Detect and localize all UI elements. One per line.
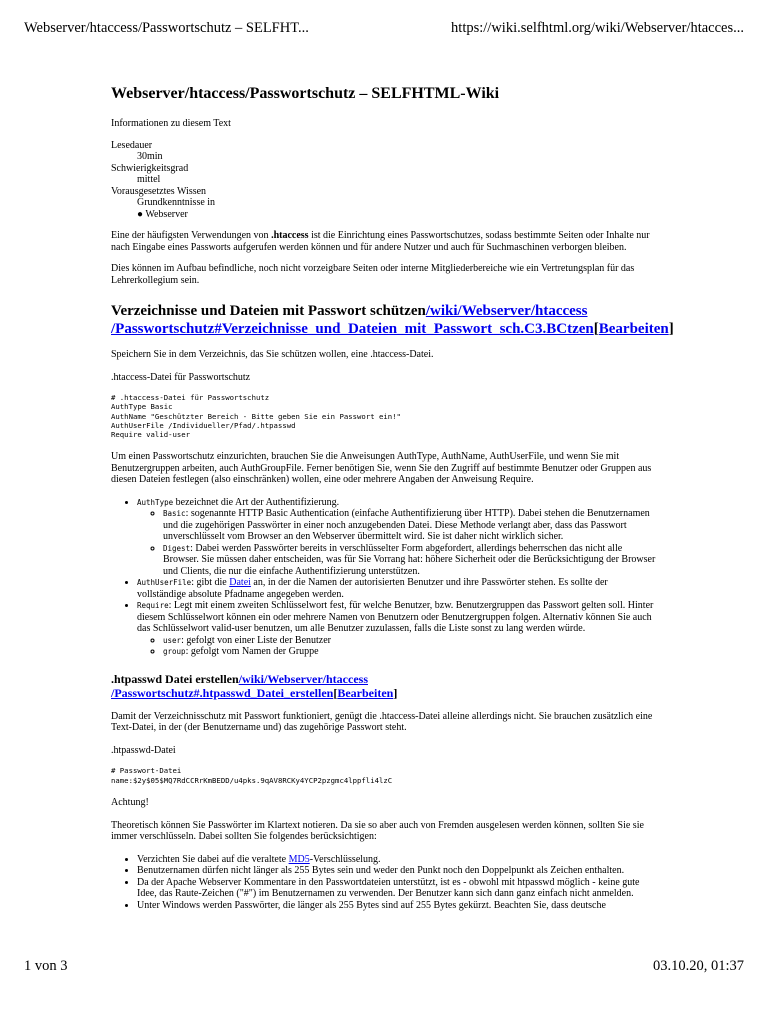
- vorausgesetzt-item: ● Webserver: [137, 208, 188, 220]
- vorausgesetzt-value: [137, 197, 656, 220]
- authuserfile-code: AuthUserFile: [137, 578, 192, 588]
- authtype-code: AuthType: [137, 497, 174, 507]
- info-box: [111, 140, 656, 221]
- section1-paragraph-1: Speichern Sie in dem Verzeichnis, das Sie schützen wollen, eine .htaccess-Datei.: [111, 349, 434, 360]
- section2-edit-open: [: [333, 686, 338, 701]
- print-footer: [24, 958, 744, 975]
- tip-item-usernames: • Benutzernamen dürfen nicht länger als 255 Bytes sein und weder den Punkt noch den Doppelpunkt als Zeichen enthalten.: [137, 865, 656, 877]
- print-header-url: https://wiki.selfhtml.org/wiki/Webserver/htacces...: [451, 20, 744, 36]
- section2-edit-close: ]: [393, 686, 398, 701]
- intro1-text-a: Eine der häufigsten Verwendungen von: [111, 230, 272, 241]
- info-heading: Informationen zu diesem Text: [111, 118, 231, 129]
- section2-code-caption: .htpasswd-Datei: [111, 744, 176, 756]
- section1-edit-open: [: [593, 321, 599, 337]
- page-number: 1 von 3: [24, 958, 68, 974]
- section1-paragraph-2: Um einen Passwortschutz einzurichten, brauchen Sie die Anweisungen AuthType, AuthName, AuthUserFile, und wenn Sie mit Benutzergruppen arbeiten, auch AuthGroupFile. Ferner benötigen Sie, wenn Sie den Zugriff auf bestimmte Benutzer oder Gruppen aus diesen Dateien festlegen (also einschränken) wollen, eine oder mehrere Angaben der Anweisung Require.: [111, 451, 652, 486]
- section2-paragraph-1: Damit der Verzeichnisschutz mit Passwort funktioniert, genügt die .htaccess-Datei alleine allerdings nicht. Sie brauchen zusätzlich eine Text-Datei, in der (der Benutzername und) das zugehörige Passwort steht.: [111, 710, 653, 734]
- section2-anchor-link[interactable]: /wiki/Webserver/htaccess /Passwortschutz#.htpasswd_Datei_erstellen: [111, 671, 368, 701]
- section1-heading: [111, 302, 674, 338]
- section1-edit-link[interactable]: Bearbeiten: [598, 321, 669, 337]
- authuserfile-text-b: an, in der die Namen der autorisierten Benutzer und ihre Passwörter stehen. Es sollte der vollständige absolute Pfadname angegeben werden.: [137, 577, 608, 600]
- section2-heading: [111, 672, 656, 701]
- intro1-text-b: ist die Einrichtung eines Passwortschutzes, sodass bestimmte Seiten oder Inhalte nur nach Eingabe eines Passworts aufgerufen werden können und für andere Nutzer und auch für Suchmaschinen verborgen bleiben.: [111, 230, 650, 253]
- intro-paragraph-2: Dies können im Aufbau befindliche, noch nicht vorzeigbare Seiten oder interne Mitgliederbereiche wie ein Vertretungsplan für das Lehrerkollegium sein.: [111, 263, 635, 286]
- article: [111, 84, 674, 921]
- print-header-title: Webserver/htaccess/Passwortschutz – SELFHT...: [24, 20, 309, 36]
- vorausgesetzt-text: Grundkenntnisse in: [137, 197, 216, 208]
- section2-edit-link[interactable]: Bearbeiten: [337, 686, 394, 701]
- list-item-authtype: [137, 497, 656, 578]
- section1-heading-text: Verzeichnisse und Dateien mit Passwort schützen: [111, 303, 426, 319]
- tip-item-windows: • Unter Windows werden Passwörter, die länger als 255 Bytes sind auf 255 Bytes gekürzt. Beachten Sie, dass deutsche: [137, 900, 656, 912]
- intro1-bold: .htaccess: [271, 230, 309, 241]
- group-text: : gefolgt vom Namen der Gruppe: [185, 646, 319, 658]
- require-code: Require: [137, 601, 169, 611]
- section2-paragraph-2: Theoretisch können Sie Passwörter im Klartext notieren. Da sie so aber auch von Fremden ausgelesen werden können, sollten Sie sie immer verschlüsseln. Dabei sollten Sie folgendes berücksichtigen:: [111, 819, 644, 843]
- intro-paragraph-1: [111, 230, 656, 253]
- group-code: group: [163, 647, 186, 657]
- md5-link[interactable]: MD5: [288, 853, 310, 865]
- require-text: : Legt mit einem zweiten Schlüsselwort fest, für welche Benutzer, bzw. Benutzergruppen das Passwort gelten soll. Hinter diesem Schlüsselwort können ein oder mehrere Namen von Benutzern oder Benutzergruppen folgen. Alternativ können Sie auch das Schlüsselwort valid-user benutzen, um alle Benutzer zuzulassen, falls die Liste sonst zu lang werden würde.: [137, 600, 654, 635]
- tip1-text-a: Verzichten Sie dabei auf die veraltete: [137, 853, 289, 865]
- lesedauer-value: 30min: [137, 151, 163, 162]
- user-code: user: [163, 635, 182, 645]
- section1-anchor-link[interactable]: /wiki/Webserver/htaccess /Passwortschutz#Verzeichnisse_und_Dateien_mit_Passwort_sch.C3.BCtzen: [111, 303, 594, 337]
- schwierigkeit-value: mittel: [137, 174, 161, 185]
- schwierigkeit-label: Schwierigkeitsgrad: [111, 162, 189, 174]
- digest-text: : Dabei werden Passwörter bereits in verschlüsselter Form abgefordert, allerdings beherrschen das nicht alle Browser. Sie müssen daher entscheiden, was für Sie Vorrang hat: höhere Sicherheit oder die Berücksichtigung der Browser und Clients, die nur die einfache Authentifizierung unterstützen.: [163, 542, 656, 577]
- tip-item-comments: • Da der Apache Webserver Kommentare in den Passwortdateien unterstützt, ist es - obwohl mit htpasswd möglich - keine gute Idee, das Raute-Zeichen ("#") im Benutzernamen zu verwenden. Der Benutzer kann sich dann ganz einfach nicht anmelden.: [137, 877, 656, 900]
- print-header: [24, 20, 744, 40]
- list-item-require: [137, 600, 656, 658]
- print-datetime: 03.10.20, 01:37: [652, 958, 744, 974]
- lesedauer-label: Lesedauer: [111, 139, 153, 151]
- tip-item-md5: [137, 854, 656, 866]
- section1-edit-close: ]: [668, 321, 674, 337]
- directive-list: [111, 497, 656, 658]
- list-item-user: [163, 635, 656, 647]
- achtung-label: Achtung!: [111, 797, 149, 809]
- digest-code: Digest: [163, 543, 191, 553]
- htpasswd-code-block: # Passwort-Datei name:$2y$05$MQ7RdCCRrKmBEDD/u4pks.9qAV8RCKy4YCP2pzgmc4lppfli4lzC: [111, 766, 393, 785]
- tip1-text-b: -Verschlüsselung.: [309, 853, 381, 865]
- authtype-sublist: [137, 508, 656, 577]
- list-item-group: [163, 646, 656, 658]
- list-item-basic: [163, 508, 656, 543]
- user-text: : gefolgt von einer Liste der Benutzer: [181, 634, 332, 646]
- password-tips-list: [111, 854, 656, 912]
- basic-text: : sogenannte HTTP Basic Authentication (einfache Authentifizierung über HTTP). Dabei stehen die Benutzernamen und die zugehörigen Passwörter in einer noch anzugebenden Datei. Diese Methode verlangt aber, dass das Passwort unverschlüsselt vom Browser an den Webserver übermittelt wird. Sie ist daher nicht wirklich sicher.: [163, 508, 650, 543]
- authuserfile-text-a: : gibt die: [191, 577, 230, 589]
- htaccess-code-block: # .htaccess-Datei für Passwortschutz AuthType Basic AuthName "Geschützter Bereich - Bitte geben Sie ein Passwort ein!" AuthUserFile /Individueller/Pfad/.htpasswd Require valid-user: [111, 393, 401, 440]
- section1-code-caption: .htaccess-Datei für Passwortschutz: [111, 371, 251, 383]
- authtype-text: bezeichnet die Art der Authentifizierung.: [173, 496, 340, 508]
- page-title: Webserver/htaccess/Passwortschutz – SELFHTML-Wiki: [111, 85, 500, 102]
- list-item-authuserfile: [137, 577, 656, 600]
- basic-code: Basic: [163, 509, 186, 519]
- list-item-digest: [163, 543, 656, 578]
- datei-link[interactable]: Datei: [229, 577, 251, 589]
- section2-heading-text: .htpasswd Datei erstellen: [111, 671, 239, 686]
- vorausgesetzt-label: Vorausgesetztes Wissen: [111, 185, 207, 197]
- require-sublist: [137, 635, 656, 658]
